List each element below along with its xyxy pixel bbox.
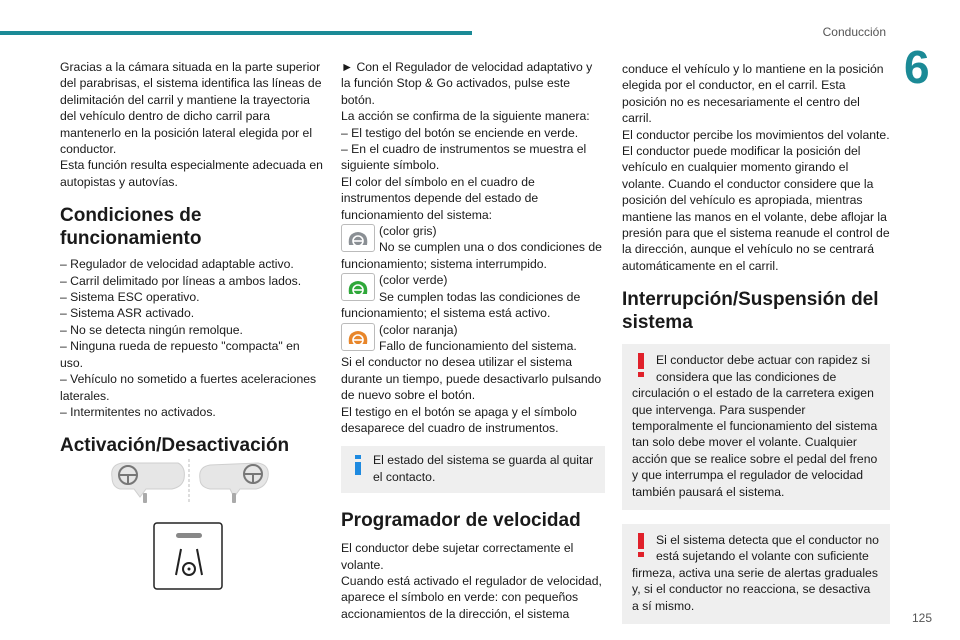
paragraph: – En el cuadro de instrumentos se muestra el siguiente símbolo. [341,142,587,173]
warning-text-1: El conductor debe actuar con rapidez si considera que las condiciones de circulación o el estado de la carretera exigen que intervenga. Para suspender temporalmente el funcionamiento del sistema tan solo debe mover el volante. Cualquier acción que se realice sobre el pedal del freno y que interrumpa el regulador de velocidad también pausará el sistema. [632,353,878,499]
info-note-text: El estado del sistema se guarda al quitar el contacto. [373,453,594,484]
list-item: – Vehículo no sometido a fuertes aceleraciones laterales. [60,372,317,403]
symbol-grey-description: No se cumplen una o dos condiciones de [379,240,602,255]
intro-paragraph-2: Esta función resulta especialmente adecuada en autopistas y autovías. [60,158,323,189]
warning-icon [632,352,650,378]
steering-button-illustration [60,457,324,603]
list-item: – Ninguna rueda de repuesto "compacta" en uso. [60,339,300,370]
symbol-orange-label: (color naranja) [379,322,458,337]
page-number: 125 [912,611,933,625]
list-item: – Intermitentes no activados. [60,404,216,419]
paragraph: conduce el vehículo y lo mantiene en la posición elegida por el conductor, en el carril. Esta posición no es necesariamente el centro del carril. [622,62,884,126]
paragraph: El conductor debe sujetar correctamente el volante. [341,541,574,572]
heading-activation: Activación/Desactivación [60,435,290,457]
list-item: – Carril delimitado por líneas a ambos lados. [60,273,302,288]
paragraph: ► Con el Regulador de velocidad adaptativo y la función Stop & Go activados, pulse este botón. [341,60,593,107]
warning-text-2: Si el sistema detecta que el conductor no está sujetando el volante con suficiente firmeza, activa una serie de alertas graduales y, si el conductor no reacciona, se desactiva a sí mismo. [632,532,879,613]
symbol-grey-row [341,223,605,272]
lane-keeping-button [154,523,222,589]
activation-figure [60,457,324,603]
info-icon [349,454,367,476]
paragraph: Cuando está activado el regulador de velocidad, aparece el símbolo en verde: con pequeños accionamientos de la dirección, el sistema [341,573,602,621]
list-item: – Sistema ESC operativo. [60,290,200,305]
chapter-number: 6 [904,41,930,93]
symbol-orange-row [341,322,605,355]
symbol-grey-label: (color gris) [379,224,437,239]
paragraph: El conductor puede modificar la posición del vehículo en cualquier momento girando el volante. Cuando el conductor considere que la posición del vehículo es apropiada, mientras mantiene las manos en el volante, debe aflojar la presión para que el sistema reanude el control de la dirección, aunque el vehículo no se centrará automáticamente en el carril. [622,144,890,273]
info-note [341,446,605,493]
list-item: – Regulador de velocidad adaptable activo. [60,257,294,272]
header-accent-bar [0,31,472,35]
symbol-green-description: Se cumplen todas las condiciones de [379,289,581,304]
section-title: Conducción [822,25,886,39]
paragraph: – El testigo del botón se enciende en verde. [341,125,579,140]
heading-programmer: Programador de velocidad [341,510,581,532]
symbol-orange-description: Fallo de funcionamiento del sistema. [379,338,577,353]
paragraph: El conductor percibe los movimientos del volante. [622,127,890,142]
symbol-green-label: (color verde) [379,273,448,288]
heading-interruption: Interrupción/Suspensión del sistema [622,289,879,334]
warning-note-1 [622,344,890,510]
intro-paragraph: Gracias a la cámara situada en la parte superior del parabrisas, el sistema identifica las líneas de delimitación del carril y mantiene la trayectoria del vehículo dentro de dicho carril para mantenerlo en la posición lateral elegida por el conductor. [60,60,322,157]
paragraph: Si el conductor no desea utilizar el sistema durante un tiempo, puede desactivarlo pulsando de nuevo sobre el botón. [341,355,602,403]
list-item: – Sistema ASR activado. [60,306,195,321]
paragraph: La acción se confirma de la siguiente manera: [341,109,590,124]
lane-symbol-grey-icon [341,224,375,252]
warning-note-2 [622,524,890,624]
paragraph: El color del símbolo en el cuadro de instrumentos depende del estado de funcionamiento del sistema: [341,174,539,222]
column-2 [341,59,605,622]
column-3 [622,61,890,624]
symbol-green-row [341,272,605,321]
heading-conditions: Condiciones de funcionamiento [60,205,202,250]
lane-symbol-orange-icon [341,323,375,351]
conditions-list [60,256,324,420]
symbol-green-description-2: funcionamiento; el sistema está activo. [341,306,551,321]
warning-icon [632,532,650,558]
column-1 [60,59,324,603]
lane-symbol-green-icon [341,273,375,301]
list-item: – No se detecta ningún remolque. [60,322,243,337]
paragraph: El testigo en el botón se apaga y el símbolo desaparece del cuadro de instrumentos. [341,404,577,435]
symbol-grey-description-2: funcionamiento; sistema interrumpido. [341,256,547,271]
